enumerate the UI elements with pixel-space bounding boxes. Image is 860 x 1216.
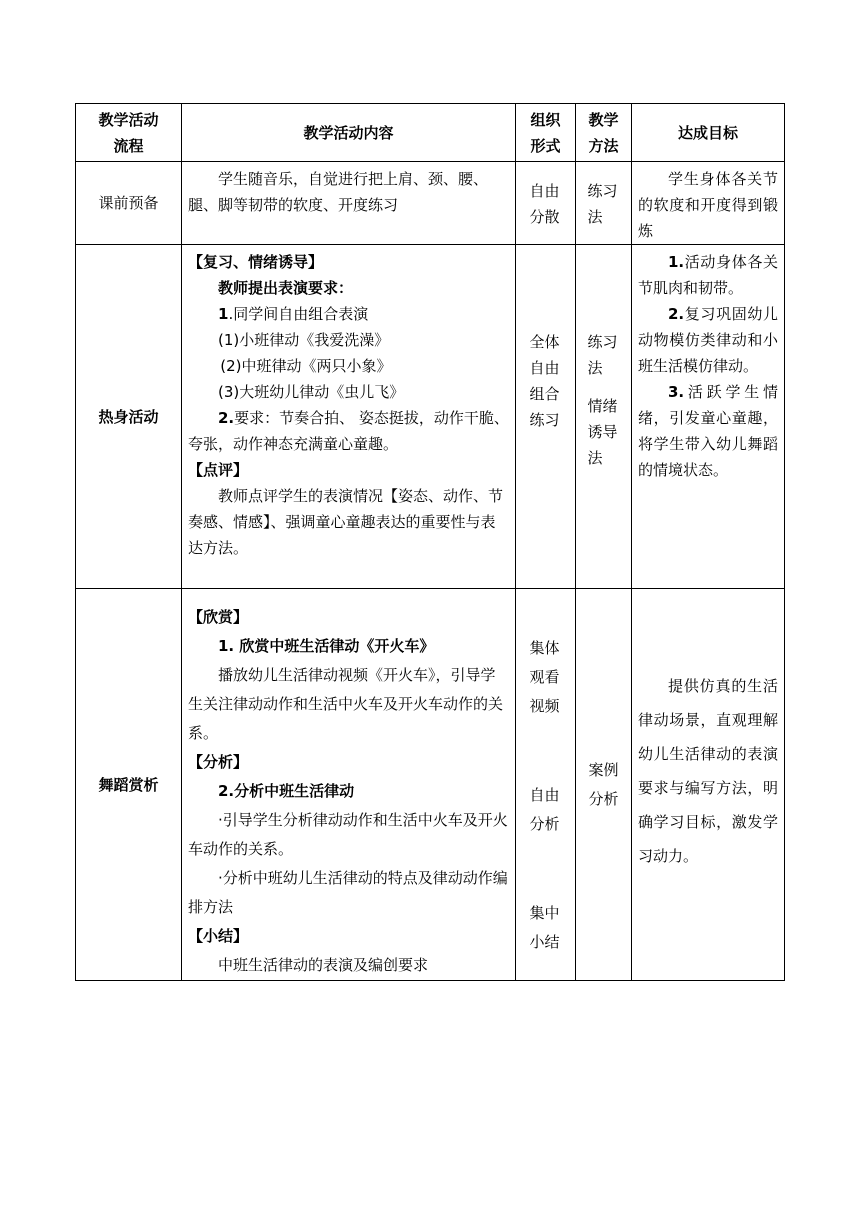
header-process: 教学活动流程	[76, 104, 182, 162]
section-heading: 【欣赏】	[188, 608, 249, 626]
method-cell: 案例分析	[576, 589, 632, 981]
subheading: 2.分析中班生活律动	[218, 782, 355, 800]
header-row	[76, 104, 785, 162]
process-cell: 舞蹈赏析	[76, 589, 182, 981]
process-cell: 课前预备	[76, 162, 182, 245]
subheading: 教师提出表演要求：	[218, 279, 354, 297]
organization-cell: 集体观看视频 自由分析 集中小结	[516, 589, 576, 981]
review-text: 教师点评学生的表演情况【姿态、动作、节奏感、情感】、强调童心童趣表达的重要性与表达方法。	[188, 487, 504, 557]
goal-item: 2.复习巩固幼儿动物模仿类律动和小班生活模仿律动。	[638, 305, 778, 375]
paragraph: 中班生活律动的表演及编创要求	[218, 956, 429, 974]
list-item: 2.要求：节奏合拍、 姿态挺拔，动作干脆、夸张，动作神态充满童心童趣。	[188, 409, 509, 453]
content-cell	[182, 162, 516, 245]
goal-item: 3.活跃学生情绪，引发童心童趣，将学生带入幼儿舞蹈的情境状态。	[638, 383, 778, 479]
list-item: (1)小班律动《我爱洗澡》	[218, 331, 390, 349]
list-item: 1.同学间自由组合表演	[218, 305, 369, 323]
lesson-plan-table	[75, 103, 785, 981]
goal-text: 提供仿真的生活律动场景，直观理解幼儿生活律动的表演要求与编写方法，明确学习目标，激发学习动力。	[638, 677, 778, 865]
table-row	[76, 245, 785, 589]
process-cell: 热身活动	[76, 245, 182, 589]
table-row	[76, 589, 785, 981]
section-heading: 【复习、情绪诱导】	[188, 253, 324, 271]
method-cell: 练习法 情绪诱导法	[576, 245, 632, 589]
section-heading: 【点评】	[188, 461, 249, 479]
goal-item: 1.活动身体各关节肌肉和韧带。	[638, 253, 778, 297]
list-item: (3)大班幼儿律动《虫儿飞》	[218, 383, 405, 401]
header-content: 教学活动内容	[182, 104, 516, 162]
section-heading: 【小结】	[188, 927, 249, 945]
list-item: (2)中班律动《两只小象》	[220, 357, 392, 375]
content-cell	[182, 245, 516, 589]
content-cell	[182, 589, 516, 981]
organization-cell: 全体自由组合练习	[516, 245, 576, 589]
paragraph: 播放幼儿生活律动视频《开火车》，引导学生关注律动动作和生活中火车及开火车动作的关系。	[188, 666, 504, 742]
header-organization: 组织形式	[516, 104, 576, 162]
subheading: 1. 欣赏中班生活律动《开火车》	[218, 637, 435, 655]
table-row	[76, 162, 785, 245]
goal-cell	[632, 162, 785, 245]
organization-cell: 自由分散	[516, 162, 576, 245]
header-goal: 达成目标	[632, 104, 785, 162]
method-cell: 练习法	[576, 162, 632, 245]
goal-cell	[632, 589, 785, 981]
paragraph: ·分析中班幼儿生活律动的特点及律动动作编排方法	[188, 869, 508, 916]
goal-text: 学生身体各关节的软度和开度得到锻炼	[638, 170, 778, 240]
paragraph: ·引导学生分析律动动作和生活中火车及开火车动作的关系。	[188, 811, 508, 858]
header-method: 教学方法	[576, 104, 632, 162]
section-heading: 【分析】	[188, 753, 249, 771]
goal-cell	[632, 245, 785, 589]
content-text: 学生随音乐，自觉进行把上肩、颈、腰、腿、脚等韧带的软度、开度练习	[188, 170, 489, 214]
